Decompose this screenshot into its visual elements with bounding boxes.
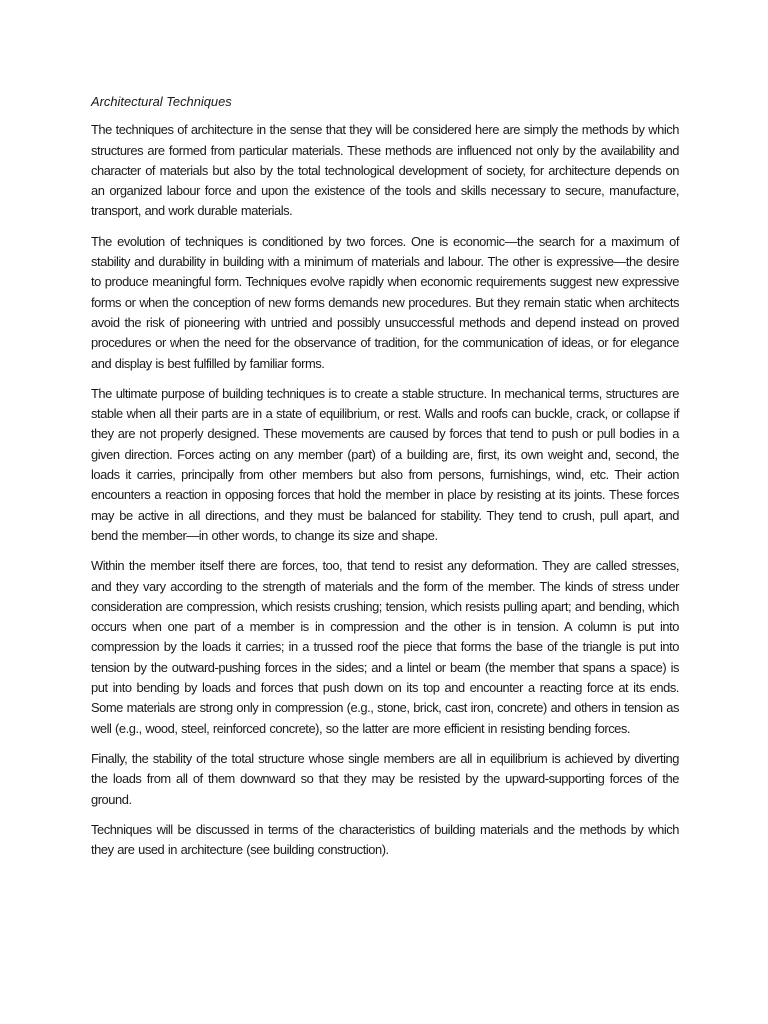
document-page [91, 92, 679, 870]
paragraph-discussion: Techniques will be discussed in terms of the characteristics of building materials and the methods by which they are used in architecture (see building construction). [91, 821, 679, 858]
paragraph-evolution: The evolution of techniques is conditioned by two forces. One is economic—the search for a maximum of stability and durability in building with a minimum of materials and labour. The other is expressive—the desire to produce meaningful form. Techniques evolve rapidly when economic requirements suggest new expressive forms or when the conception of new forms demands new procedures. But they remain static when architects avoid the risk of pioneering with untried and possibly unsuccessful methods and depend instead on proved procedures or when the need for the observance of tradition, for the communication of ideas, or for elegance and display is best fulfilled by familiar forms. [91, 233, 679, 371]
paragraph-stresses: Within the member itself there are forces, too, that tend to resist any deformation. They are called stresses, and they vary according to the strength of materials and the form of the member. The kinds of stress under consideration are compression, which resists crushing; tension, which resists pulling apart; and bending, which occurs when one part of a member is in compression and the other is in tension. A column is put into compression by the loads it carries; in a trussed roof the piece that forms the base of the triangle is put into tension by the outward-pushing forces in the sides; and a lintel or beam (the member that spans a space) is put into bending by loads and forces that push down on its top and encounter a reacting force at its ends. Some materials are strong only in compression (e.g., stone, brick, cast iron, concrete) and others in tension as well (e.g., wood, steel, reinforced concrete), so the latter are more efficient in resisting bending forces. [91, 558, 679, 736]
document-title: Architectural Techniques [91, 94, 232, 109]
paragraph-purpose: The ultimate purpose of building techniques is to create a stable structure. In mechanical terms, structures are stable when all their parts are in a state of equilibrium, or rest. Walls and roofs can buckle, crack, or collapse if they are not properly designed. These movements are caused by forces that tend to push or pull bodies in a given direction. Forces acting on any member (part) of a building are, first, its own weight and, second, the loads it carries, principally from other members but also from persons, furnishings, wind, etc. Their action encounters a reaction in opposing forces that hold the member in place by resisting at its joints. These forces may be active in all directions, and they must be balanced for stability. They tend to crush, pull apart, and bend the member—in other words, to change its size and shape. [91, 385, 679, 543]
paragraph-stability: Finally, the stability of the total structure whose single members are all in equilibrium is achieved by diverting the loads from all of them downward so that they may be resisted by the upward-supporting forces of the ground. [91, 750, 679, 807]
paragraph-intro: The techniques of architecture in the sense that they will be considered here are simply the methods by which structures are formed from particular materials. These methods are influenced not only by the availability and character of materials but also by the total technological development of society, for architecture depends on an organized labour force and upon the existence of the tools and skills necessary to secure, manufacture, transport, and work durable materials. [91, 122, 679, 219]
